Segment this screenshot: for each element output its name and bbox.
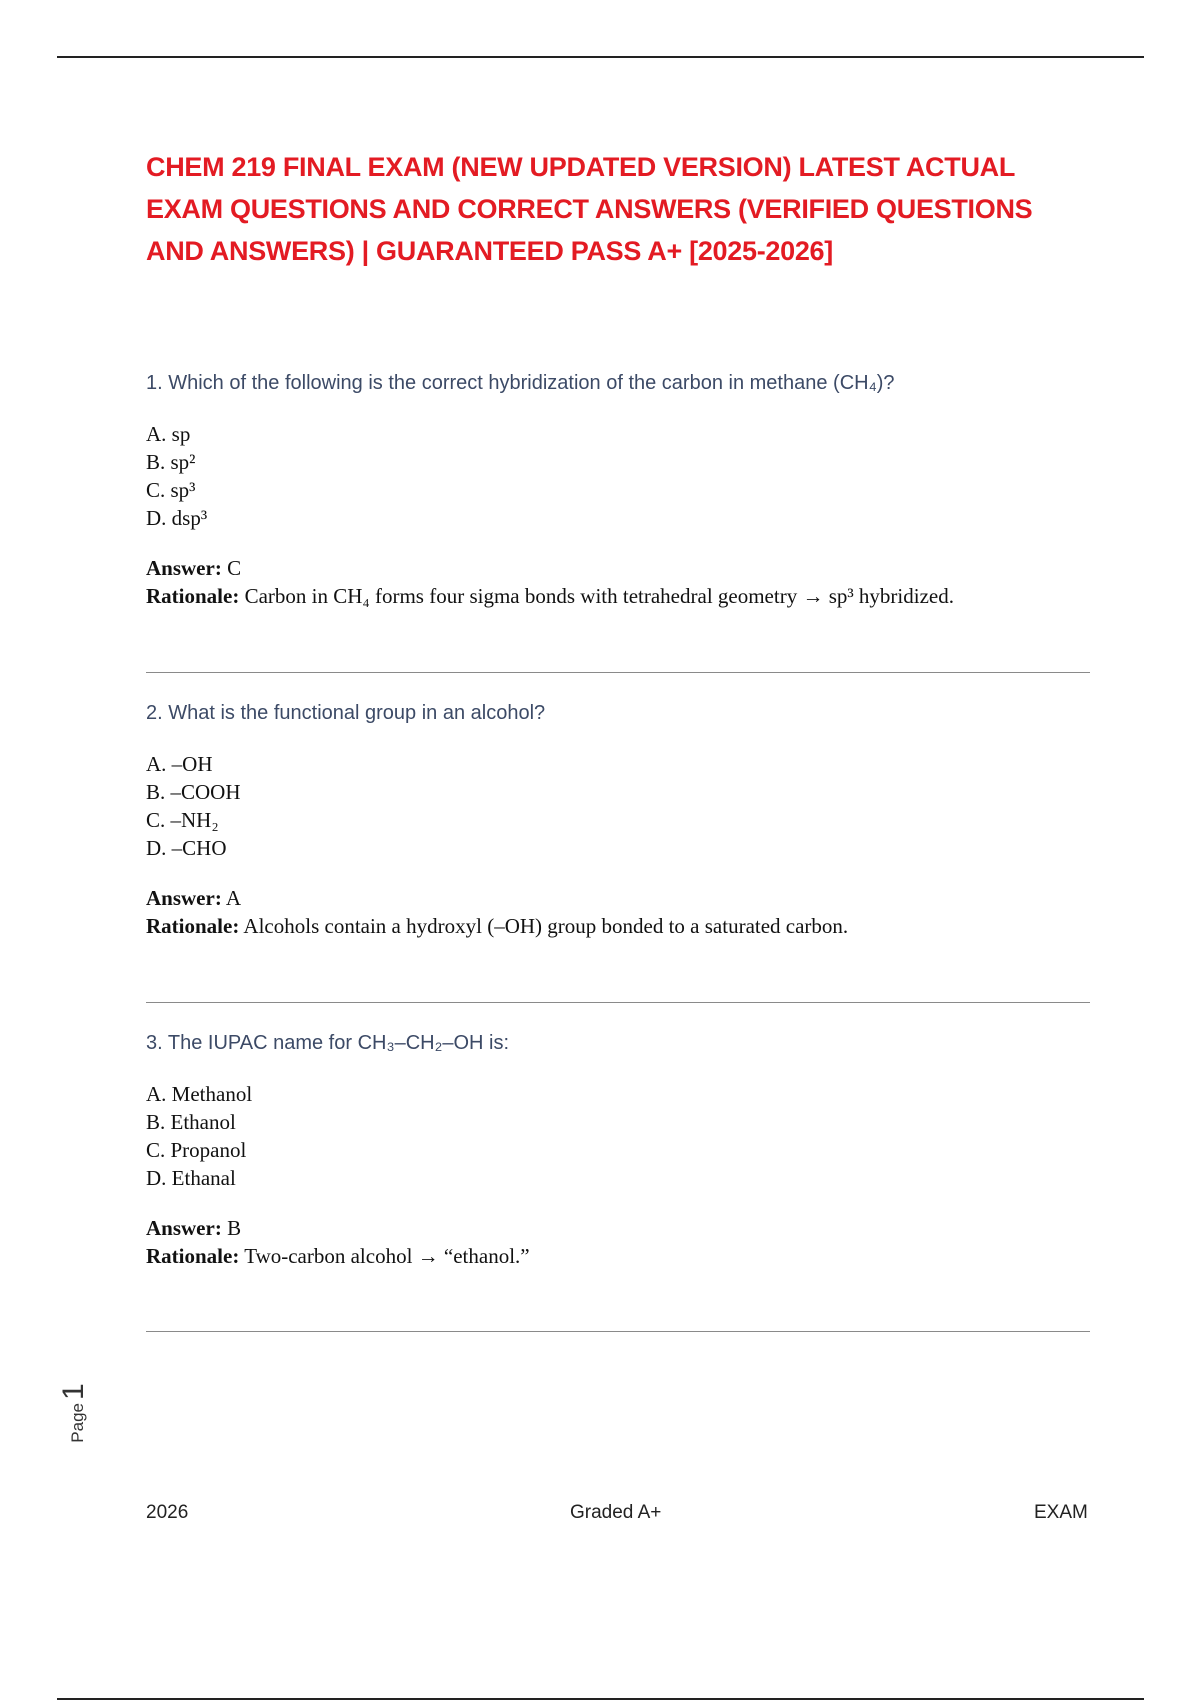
option-c: C. Propanol <box>146 1138 247 1162</box>
option-a: A. sp <box>146 422 191 446</box>
answer-label: Answer: <box>146 556 222 580</box>
option-b: B. –COOH <box>146 780 241 804</box>
option-list <box>146 420 1090 532</box>
option-c: C. –NH₂ <box>146 808 219 832</box>
option-list <box>146 750 1090 862</box>
rationale-line <box>146 1242 1090 1270</box>
divider-1 <box>146 672 1090 673</box>
option-b: B. sp² <box>146 450 196 474</box>
rationale-label: Rationale: <box>146 1244 240 1268</box>
question-1 <box>146 370 1090 610</box>
option-d: D. Ethanal <box>146 1166 236 1190</box>
rationale-line <box>146 582 1090 610</box>
question-2 <box>146 700 1090 940</box>
answer-value: B <box>227 1216 242 1240</box>
question-text: 1. Which of the following is the correct hybridization of the carbon in methane (CH₄)? <box>146 372 895 394</box>
answer-line <box>146 554 1090 582</box>
page-label: Page <box>68 1403 87 1443</box>
answer-line <box>146 1214 1090 1242</box>
footer-exam: EXAM <box>1034 1502 1088 1523</box>
divider-2 <box>146 1002 1090 1003</box>
answer-line <box>146 884 1090 912</box>
page-number: 1 <box>57 1383 90 1400</box>
option-a: A. –OH <box>146 752 213 776</box>
option-list <box>146 1080 1090 1192</box>
option-c: C. sp³ <box>146 478 196 502</box>
top-rule <box>57 56 1144 58</box>
question-text: 2. What is the functional group in an alcohol? <box>146 702 546 724</box>
answer-label: Answer: <box>146 886 222 910</box>
page-number-marker <box>57 1383 127 1443</box>
question-3 <box>146 1030 1090 1270</box>
footer-year: 2026 <box>146 1502 189 1523</box>
option-b: B. Ethanol <box>146 1110 236 1134</box>
divider-3 <box>146 1331 1090 1332</box>
rationale-label: Rationale: <box>146 914 240 938</box>
question-text: 3. The IUPAC name for CH₃–CH₂–OH is: <box>146 1032 510 1054</box>
answer-value: C <box>227 556 242 580</box>
rationale-text: Alcohols contain a hydroxyl (–OH) group bonded to a saturated carbon. <box>243 914 849 938</box>
answer-label: Answer: <box>146 1216 222 1240</box>
option-d: D. dsp³ <box>146 506 208 530</box>
rationale-text: Carbon in CH₄ forms four sigma bonds with tetrahedral geometry → sp³ hybridized. <box>244 584 954 608</box>
footer-grade: Graded A+ <box>570 1502 662 1523</box>
option-a: A. Methanol <box>146 1082 253 1106</box>
answer-value: A <box>225 886 242 910</box>
option-d: D. –CHO <box>146 836 227 860</box>
document-title: CHEM 219 FINAL EXAM (NEW UPDATED VERSION) LATEST ACTUAL EXAM QUESTIONS AND CORRECT ANSWERS (VERIFIED QUESTIONS AND ANSWERS) | GUARANTEED PASS A+ [2025-2026] <box>146 152 1033 266</box>
rationale-line <box>146 912 1090 940</box>
rationale-label: Rationale: <box>146 584 240 608</box>
rationale-text: Two-carbon alcohol → “ethanol.” <box>244 1244 530 1268</box>
